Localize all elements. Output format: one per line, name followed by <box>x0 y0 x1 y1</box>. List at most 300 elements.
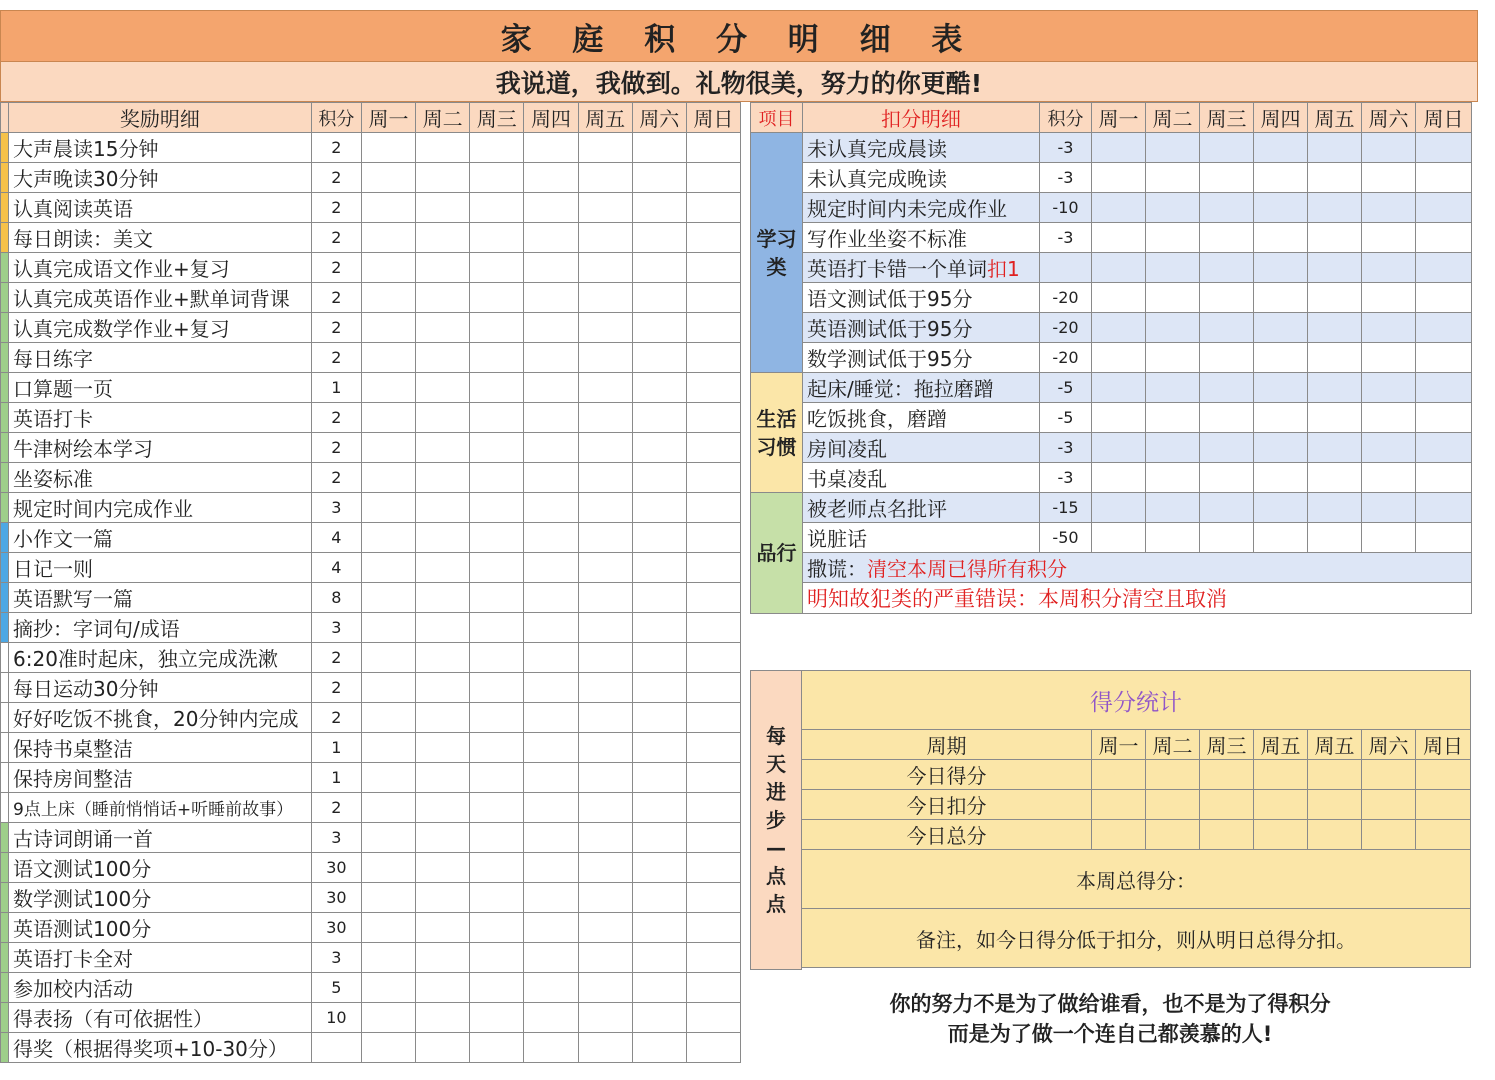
reward-day-cell[interactable] <box>686 373 740 403</box>
reward-day-cell[interactable] <box>416 853 470 883</box>
reward-day-cell[interactable] <box>416 193 470 223</box>
reward-day-cell[interactable] <box>470 253 524 283</box>
deduction-day-cell[interactable] <box>1362 313 1416 343</box>
reward-day-cell[interactable] <box>470 643 524 673</box>
reward-day-cell[interactable] <box>470 853 524 883</box>
stats-day-cell[interactable] <box>1308 820 1362 850</box>
deduction-day-cell[interactable] <box>1308 463 1362 493</box>
reward-day-cell[interactable] <box>470 373 524 403</box>
reward-day-cell[interactable] <box>632 523 686 553</box>
reward-day-cell[interactable] <box>632 1033 686 1063</box>
reward-day-cell[interactable] <box>416 613 470 643</box>
reward-day-cell[interactable] <box>578 403 632 433</box>
reward-day-cell[interactable] <box>524 223 578 253</box>
deduction-day-cell[interactable] <box>1092 493 1146 523</box>
reward-day-cell[interactable] <box>470 733 524 763</box>
reward-day-cell[interactable] <box>416 643 470 673</box>
reward-day-cell[interactable] <box>416 163 470 193</box>
reward-day-cell[interactable] <box>578 703 632 733</box>
reward-day-cell[interactable] <box>686 163 740 193</box>
deduction-day-cell[interactable] <box>1092 163 1146 193</box>
deduction-day-cell[interactable] <box>1092 373 1146 403</box>
reward-day-cell[interactable] <box>686 823 740 853</box>
reward-day-cell[interactable] <box>578 973 632 1003</box>
reward-day-cell[interactable] <box>470 793 524 823</box>
reward-day-cell[interactable] <box>524 673 578 703</box>
reward-day-cell[interactable] <box>416 943 470 973</box>
deduction-day-cell[interactable] <box>1200 283 1254 313</box>
stats-day-cell[interactable] <box>1200 790 1254 820</box>
deduction-day-cell[interactable] <box>1254 193 1308 223</box>
reward-day-cell[interactable] <box>686 343 740 373</box>
stats-day-cell[interactable] <box>1146 820 1200 850</box>
reward-day-cell[interactable] <box>578 673 632 703</box>
deduction-day-cell[interactable] <box>1200 253 1254 283</box>
deduction-day-cell[interactable] <box>1092 433 1146 463</box>
deduction-day-cell[interactable] <box>1308 403 1362 433</box>
reward-day-cell[interactable] <box>416 313 470 343</box>
deduction-day-cell[interactable] <box>1362 403 1416 433</box>
deduction-day-cell[interactable] <box>1092 223 1146 253</box>
reward-day-cell[interactable] <box>470 973 524 1003</box>
reward-day-cell[interactable] <box>686 943 740 973</box>
stats-day-cell[interactable] <box>1308 790 1362 820</box>
reward-day-cell[interactable] <box>524 973 578 1003</box>
reward-day-cell[interactable] <box>524 133 578 163</box>
deduction-day-cell[interactable] <box>1200 463 1254 493</box>
reward-day-cell[interactable] <box>578 763 632 793</box>
reward-day-cell[interactable] <box>524 403 578 433</box>
reward-day-cell[interactable] <box>361 313 415 343</box>
reward-day-cell[interactable] <box>524 343 578 373</box>
deduction-day-cell[interactable] <box>1254 283 1308 313</box>
deduction-day-cell[interactable] <box>1254 133 1308 163</box>
reward-day-cell[interactable] <box>416 403 470 433</box>
reward-day-cell[interactable] <box>524 313 578 343</box>
deduction-day-cell[interactable] <box>1146 193 1200 223</box>
reward-day-cell[interactable] <box>524 163 578 193</box>
deduction-day-cell[interactable] <box>1254 223 1308 253</box>
deduction-day-cell[interactable] <box>1416 403 1472 433</box>
reward-day-cell[interactable] <box>686 973 740 1003</box>
reward-day-cell[interactable] <box>632 343 686 373</box>
reward-day-cell[interactable] <box>524 793 578 823</box>
reward-day-cell[interactable] <box>361 163 415 193</box>
reward-day-cell[interactable] <box>361 643 415 673</box>
stats-day-cell[interactable] <box>1362 790 1416 820</box>
deduction-day-cell[interactable] <box>1308 223 1362 253</box>
deduction-day-cell[interactable] <box>1146 523 1200 553</box>
reward-day-cell[interactable] <box>686 673 740 703</box>
stats-day-cell[interactable] <box>1362 820 1416 850</box>
reward-day-cell[interactable] <box>524 733 578 763</box>
reward-day-cell[interactable] <box>524 763 578 793</box>
deduction-day-cell[interactable] <box>1200 373 1254 403</box>
deduction-day-cell[interactable] <box>1362 343 1416 373</box>
reward-day-cell[interactable] <box>578 1033 632 1063</box>
reward-day-cell[interactable] <box>686 133 740 163</box>
stats-day-cell[interactable] <box>1092 820 1146 850</box>
stats-day-cell[interactable] <box>1146 790 1200 820</box>
reward-day-cell[interactable] <box>578 853 632 883</box>
reward-day-cell[interactable] <box>524 373 578 403</box>
reward-day-cell[interactable] <box>416 913 470 943</box>
deduction-day-cell[interactable] <box>1416 373 1472 403</box>
reward-day-cell[interactable] <box>416 463 470 493</box>
reward-day-cell[interactable] <box>632 253 686 283</box>
reward-day-cell[interactable] <box>686 703 740 733</box>
reward-day-cell[interactable] <box>361 493 415 523</box>
reward-day-cell[interactable] <box>578 553 632 583</box>
reward-day-cell[interactable] <box>524 913 578 943</box>
reward-day-cell[interactable] <box>632 193 686 223</box>
stats-day-cell[interactable] <box>1416 820 1471 850</box>
reward-day-cell[interactable] <box>470 403 524 433</box>
reward-day-cell[interactable] <box>470 613 524 643</box>
deduction-day-cell[interactable] <box>1254 163 1308 193</box>
reward-day-cell[interactable] <box>361 193 415 223</box>
reward-day-cell[interactable] <box>524 643 578 673</box>
deduction-day-cell[interactable] <box>1254 433 1308 463</box>
reward-day-cell[interactable] <box>632 733 686 763</box>
deduction-day-cell[interactable] <box>1416 163 1472 193</box>
reward-day-cell[interactable] <box>632 943 686 973</box>
deduction-day-cell[interactable] <box>1146 133 1200 163</box>
deduction-day-cell[interactable] <box>1146 373 1200 403</box>
reward-day-cell[interactable] <box>416 793 470 823</box>
reward-day-cell[interactable] <box>361 1003 415 1033</box>
reward-day-cell[interactable] <box>578 613 632 643</box>
reward-day-cell[interactable] <box>632 133 686 163</box>
reward-day-cell[interactable] <box>470 943 524 973</box>
deduction-day-cell[interactable] <box>1416 343 1472 373</box>
deduction-day-cell[interactable] <box>1308 283 1362 313</box>
reward-day-cell[interactable] <box>361 523 415 553</box>
reward-day-cell[interactable] <box>632 283 686 313</box>
reward-day-cell[interactable] <box>686 613 740 643</box>
reward-day-cell[interactable] <box>578 283 632 313</box>
reward-day-cell[interactable] <box>470 523 524 553</box>
deduction-day-cell[interactable] <box>1308 313 1362 343</box>
deduction-day-cell[interactable] <box>1146 493 1200 523</box>
reward-day-cell[interactable] <box>686 793 740 823</box>
reward-day-cell[interactable] <box>632 403 686 433</box>
reward-day-cell[interactable] <box>578 163 632 193</box>
reward-day-cell[interactable] <box>686 403 740 433</box>
reward-day-cell[interactable] <box>416 583 470 613</box>
reward-day-cell[interactable] <box>416 373 470 403</box>
reward-day-cell[interactable] <box>578 313 632 343</box>
deduction-day-cell[interactable] <box>1362 373 1416 403</box>
stats-day-cell[interactable] <box>1200 760 1254 790</box>
reward-day-cell[interactable] <box>361 853 415 883</box>
reward-day-cell[interactable] <box>632 223 686 253</box>
reward-day-cell[interactable] <box>416 283 470 313</box>
deduction-day-cell[interactable] <box>1254 373 1308 403</box>
reward-day-cell[interactable] <box>686 283 740 313</box>
deduction-day-cell[interactable] <box>1308 343 1362 373</box>
reward-day-cell[interactable] <box>361 1033 415 1063</box>
reward-day-cell[interactable] <box>524 193 578 223</box>
reward-day-cell[interactable] <box>632 763 686 793</box>
deduction-day-cell[interactable] <box>1362 283 1416 313</box>
reward-day-cell[interactable] <box>524 253 578 283</box>
deduction-day-cell[interactable] <box>1308 493 1362 523</box>
reward-day-cell[interactable] <box>524 883 578 913</box>
reward-day-cell[interactable] <box>686 223 740 253</box>
stats-day-cell[interactable] <box>1416 760 1471 790</box>
reward-day-cell[interactable] <box>578 523 632 553</box>
reward-day-cell[interactable] <box>470 163 524 193</box>
stats-day-cell[interactable] <box>1092 760 1146 790</box>
deduction-day-cell[interactable] <box>1200 223 1254 253</box>
reward-day-cell[interactable] <box>686 883 740 913</box>
reward-day-cell[interactable] <box>578 463 632 493</box>
reward-day-cell[interactable] <box>632 853 686 883</box>
reward-day-cell[interactable] <box>524 523 578 553</box>
reward-day-cell[interactable] <box>416 973 470 1003</box>
deduction-day-cell[interactable] <box>1146 343 1200 373</box>
reward-day-cell[interactable] <box>524 1003 578 1033</box>
deduction-day-cell[interactable] <box>1362 253 1416 283</box>
deduction-day-cell[interactable] <box>1416 313 1472 343</box>
reward-day-cell[interactable] <box>470 553 524 583</box>
deduction-day-cell[interactable] <box>1092 283 1146 313</box>
deduction-day-cell[interactable] <box>1416 133 1472 163</box>
reward-day-cell[interactable] <box>361 373 415 403</box>
reward-day-cell[interactable] <box>416 493 470 523</box>
reward-day-cell[interactable] <box>361 283 415 313</box>
reward-day-cell[interactable] <box>578 1003 632 1033</box>
reward-day-cell[interactable] <box>578 493 632 523</box>
reward-day-cell[interactable] <box>361 403 415 433</box>
reward-day-cell[interactable] <box>416 1033 470 1063</box>
deduction-day-cell[interactable] <box>1362 493 1416 523</box>
reward-day-cell[interactable] <box>578 583 632 613</box>
reward-day-cell[interactable] <box>361 223 415 253</box>
reward-day-cell[interactable] <box>632 493 686 523</box>
deduction-day-cell[interactable] <box>1254 313 1308 343</box>
reward-day-cell[interactable] <box>524 943 578 973</box>
deduction-day-cell[interactable] <box>1416 283 1472 313</box>
reward-day-cell[interactable] <box>632 703 686 733</box>
deduction-day-cell[interactable] <box>1362 193 1416 223</box>
deduction-day-cell[interactable] <box>1200 493 1254 523</box>
reward-day-cell[interactable] <box>470 823 524 853</box>
reward-day-cell[interactable] <box>686 253 740 283</box>
reward-day-cell[interactable] <box>578 343 632 373</box>
deduction-day-cell[interactable] <box>1308 253 1362 283</box>
reward-day-cell[interactable] <box>524 553 578 583</box>
reward-day-cell[interactable] <box>470 1003 524 1033</box>
deduction-day-cell[interactable] <box>1146 253 1200 283</box>
reward-day-cell[interactable] <box>416 703 470 733</box>
reward-day-cell[interactable] <box>470 493 524 523</box>
reward-day-cell[interactable] <box>632 433 686 463</box>
reward-day-cell[interactable] <box>470 463 524 493</box>
reward-day-cell[interactable] <box>361 763 415 793</box>
reward-day-cell[interactable] <box>686 643 740 673</box>
reward-day-cell[interactable] <box>686 1033 740 1063</box>
reward-day-cell[interactable] <box>361 133 415 163</box>
reward-day-cell[interactable] <box>686 193 740 223</box>
reward-day-cell[interactable] <box>686 733 740 763</box>
stats-day-cell[interactable] <box>1254 790 1308 820</box>
reward-day-cell[interactable] <box>578 133 632 163</box>
deduction-day-cell[interactable] <box>1200 313 1254 343</box>
reward-day-cell[interactable] <box>632 463 686 493</box>
deduction-day-cell[interactable] <box>1416 193 1472 223</box>
deduction-day-cell[interactable] <box>1092 463 1146 493</box>
reward-day-cell[interactable] <box>470 883 524 913</box>
reward-day-cell[interactable] <box>416 343 470 373</box>
reward-day-cell[interactable] <box>632 313 686 343</box>
reward-day-cell[interactable] <box>632 913 686 943</box>
stats-day-cell[interactable] <box>1254 820 1308 850</box>
reward-day-cell[interactable] <box>524 463 578 493</box>
deduction-day-cell[interactable] <box>1308 163 1362 193</box>
reward-day-cell[interactable] <box>361 883 415 913</box>
deduction-day-cell[interactable] <box>1146 433 1200 463</box>
reward-day-cell[interactable] <box>416 673 470 703</box>
deduction-day-cell[interactable] <box>1200 193 1254 223</box>
deduction-day-cell[interactable] <box>1146 463 1200 493</box>
stats-day-cell[interactable] <box>1362 760 1416 790</box>
reward-day-cell[interactable] <box>632 883 686 913</box>
reward-day-cell[interactable] <box>686 913 740 943</box>
reward-day-cell[interactable] <box>632 673 686 703</box>
reward-day-cell[interactable] <box>578 433 632 463</box>
deduction-day-cell[interactable] <box>1308 373 1362 403</box>
reward-day-cell[interactable] <box>416 523 470 553</box>
deduction-day-cell[interactable] <box>1092 313 1146 343</box>
deduction-day-cell[interactable] <box>1254 403 1308 433</box>
reward-day-cell[interactable] <box>632 373 686 403</box>
reward-day-cell[interactable] <box>470 703 524 733</box>
reward-day-cell[interactable] <box>578 373 632 403</box>
reward-day-cell[interactable] <box>361 793 415 823</box>
deduction-day-cell[interactable] <box>1254 343 1308 373</box>
reward-day-cell[interactable] <box>578 943 632 973</box>
reward-day-cell[interactable] <box>361 253 415 283</box>
deduction-day-cell[interactable] <box>1362 163 1416 193</box>
reward-day-cell[interactable] <box>578 793 632 823</box>
reward-day-cell[interactable] <box>686 463 740 493</box>
stats-day-cell[interactable] <box>1200 820 1254 850</box>
reward-day-cell[interactable] <box>524 853 578 883</box>
reward-day-cell[interactable] <box>416 763 470 793</box>
reward-day-cell[interactable] <box>470 223 524 253</box>
deduction-day-cell[interactable] <box>1200 343 1254 373</box>
reward-day-cell[interactable] <box>632 553 686 583</box>
reward-day-cell[interactable] <box>524 283 578 313</box>
deduction-day-cell[interactable] <box>1416 433 1472 463</box>
reward-day-cell[interactable] <box>686 433 740 463</box>
reward-day-cell[interactable] <box>470 763 524 793</box>
deduction-day-cell[interactable] <box>1092 523 1146 553</box>
reward-day-cell[interactable] <box>470 583 524 613</box>
deduction-day-cell[interactable] <box>1092 133 1146 163</box>
deduction-day-cell[interactable] <box>1416 253 1472 283</box>
deduction-day-cell[interactable] <box>1362 523 1416 553</box>
reward-day-cell[interactable] <box>524 583 578 613</box>
reward-day-cell[interactable] <box>524 433 578 463</box>
reward-day-cell[interactable] <box>470 193 524 223</box>
reward-day-cell[interactable] <box>524 703 578 733</box>
deduction-day-cell[interactable] <box>1362 433 1416 463</box>
deduction-day-cell[interactable] <box>1092 403 1146 433</box>
reward-day-cell[interactable] <box>361 553 415 583</box>
reward-day-cell[interactable] <box>686 313 740 343</box>
reward-day-cell[interactable] <box>578 883 632 913</box>
deduction-day-cell[interactable] <box>1254 493 1308 523</box>
deduction-day-cell[interactable] <box>1146 403 1200 433</box>
reward-day-cell[interactable] <box>524 613 578 643</box>
reward-day-cell[interactable] <box>470 1033 524 1063</box>
reward-day-cell[interactable] <box>632 1003 686 1033</box>
reward-day-cell[interactable] <box>470 673 524 703</box>
deduction-day-cell[interactable] <box>1416 463 1472 493</box>
reward-day-cell[interactable] <box>361 343 415 373</box>
deduction-day-cell[interactable] <box>1416 493 1472 523</box>
reward-day-cell[interactable] <box>416 823 470 853</box>
reward-day-cell[interactable] <box>416 733 470 763</box>
deduction-day-cell[interactable] <box>1146 313 1200 343</box>
reward-day-cell[interactable] <box>632 583 686 613</box>
deduction-day-cell[interactable] <box>1200 403 1254 433</box>
deduction-day-cell[interactable] <box>1308 133 1362 163</box>
reward-day-cell[interactable] <box>524 1033 578 1063</box>
deduction-day-cell[interactable] <box>1200 523 1254 553</box>
stats-day-cell[interactable] <box>1092 790 1146 820</box>
reward-day-cell[interactable] <box>416 133 470 163</box>
reward-day-cell[interactable] <box>361 583 415 613</box>
reward-day-cell[interactable] <box>524 823 578 853</box>
reward-day-cell[interactable] <box>416 883 470 913</box>
reward-day-cell[interactable] <box>686 523 740 553</box>
reward-day-cell[interactable] <box>416 253 470 283</box>
deduction-day-cell[interactable] <box>1362 463 1416 493</box>
reward-day-cell[interactable] <box>470 343 524 373</box>
reward-day-cell[interactable] <box>361 463 415 493</box>
deduction-day-cell[interactable] <box>1200 133 1254 163</box>
reward-day-cell[interactable] <box>632 613 686 643</box>
reward-day-cell[interactable] <box>632 823 686 853</box>
reward-day-cell[interactable] <box>361 433 415 463</box>
reward-day-cell[interactable] <box>578 223 632 253</box>
reward-day-cell[interactable] <box>470 133 524 163</box>
reward-day-cell[interactable] <box>470 913 524 943</box>
deduction-day-cell[interactable] <box>1308 193 1362 223</box>
deduction-day-cell[interactable] <box>1092 193 1146 223</box>
reward-day-cell[interactable] <box>361 673 415 703</box>
deduction-day-cell[interactable] <box>1092 253 1146 283</box>
reward-day-cell[interactable] <box>578 643 632 673</box>
deduction-day-cell[interactable] <box>1146 223 1200 253</box>
reward-day-cell[interactable] <box>686 583 740 613</box>
stats-day-cell[interactable] <box>1254 760 1308 790</box>
deduction-day-cell[interactable] <box>1146 283 1200 313</box>
stats-day-cell[interactable] <box>1308 760 1362 790</box>
deduction-day-cell[interactable] <box>1200 163 1254 193</box>
reward-day-cell[interactable] <box>361 613 415 643</box>
reward-day-cell[interactable] <box>686 493 740 523</box>
reward-day-cell[interactable] <box>632 643 686 673</box>
deduction-day-cell[interactable] <box>1146 163 1200 193</box>
reward-day-cell[interactable] <box>416 553 470 583</box>
reward-day-cell[interactable] <box>416 223 470 253</box>
reward-day-cell[interactable] <box>686 553 740 583</box>
